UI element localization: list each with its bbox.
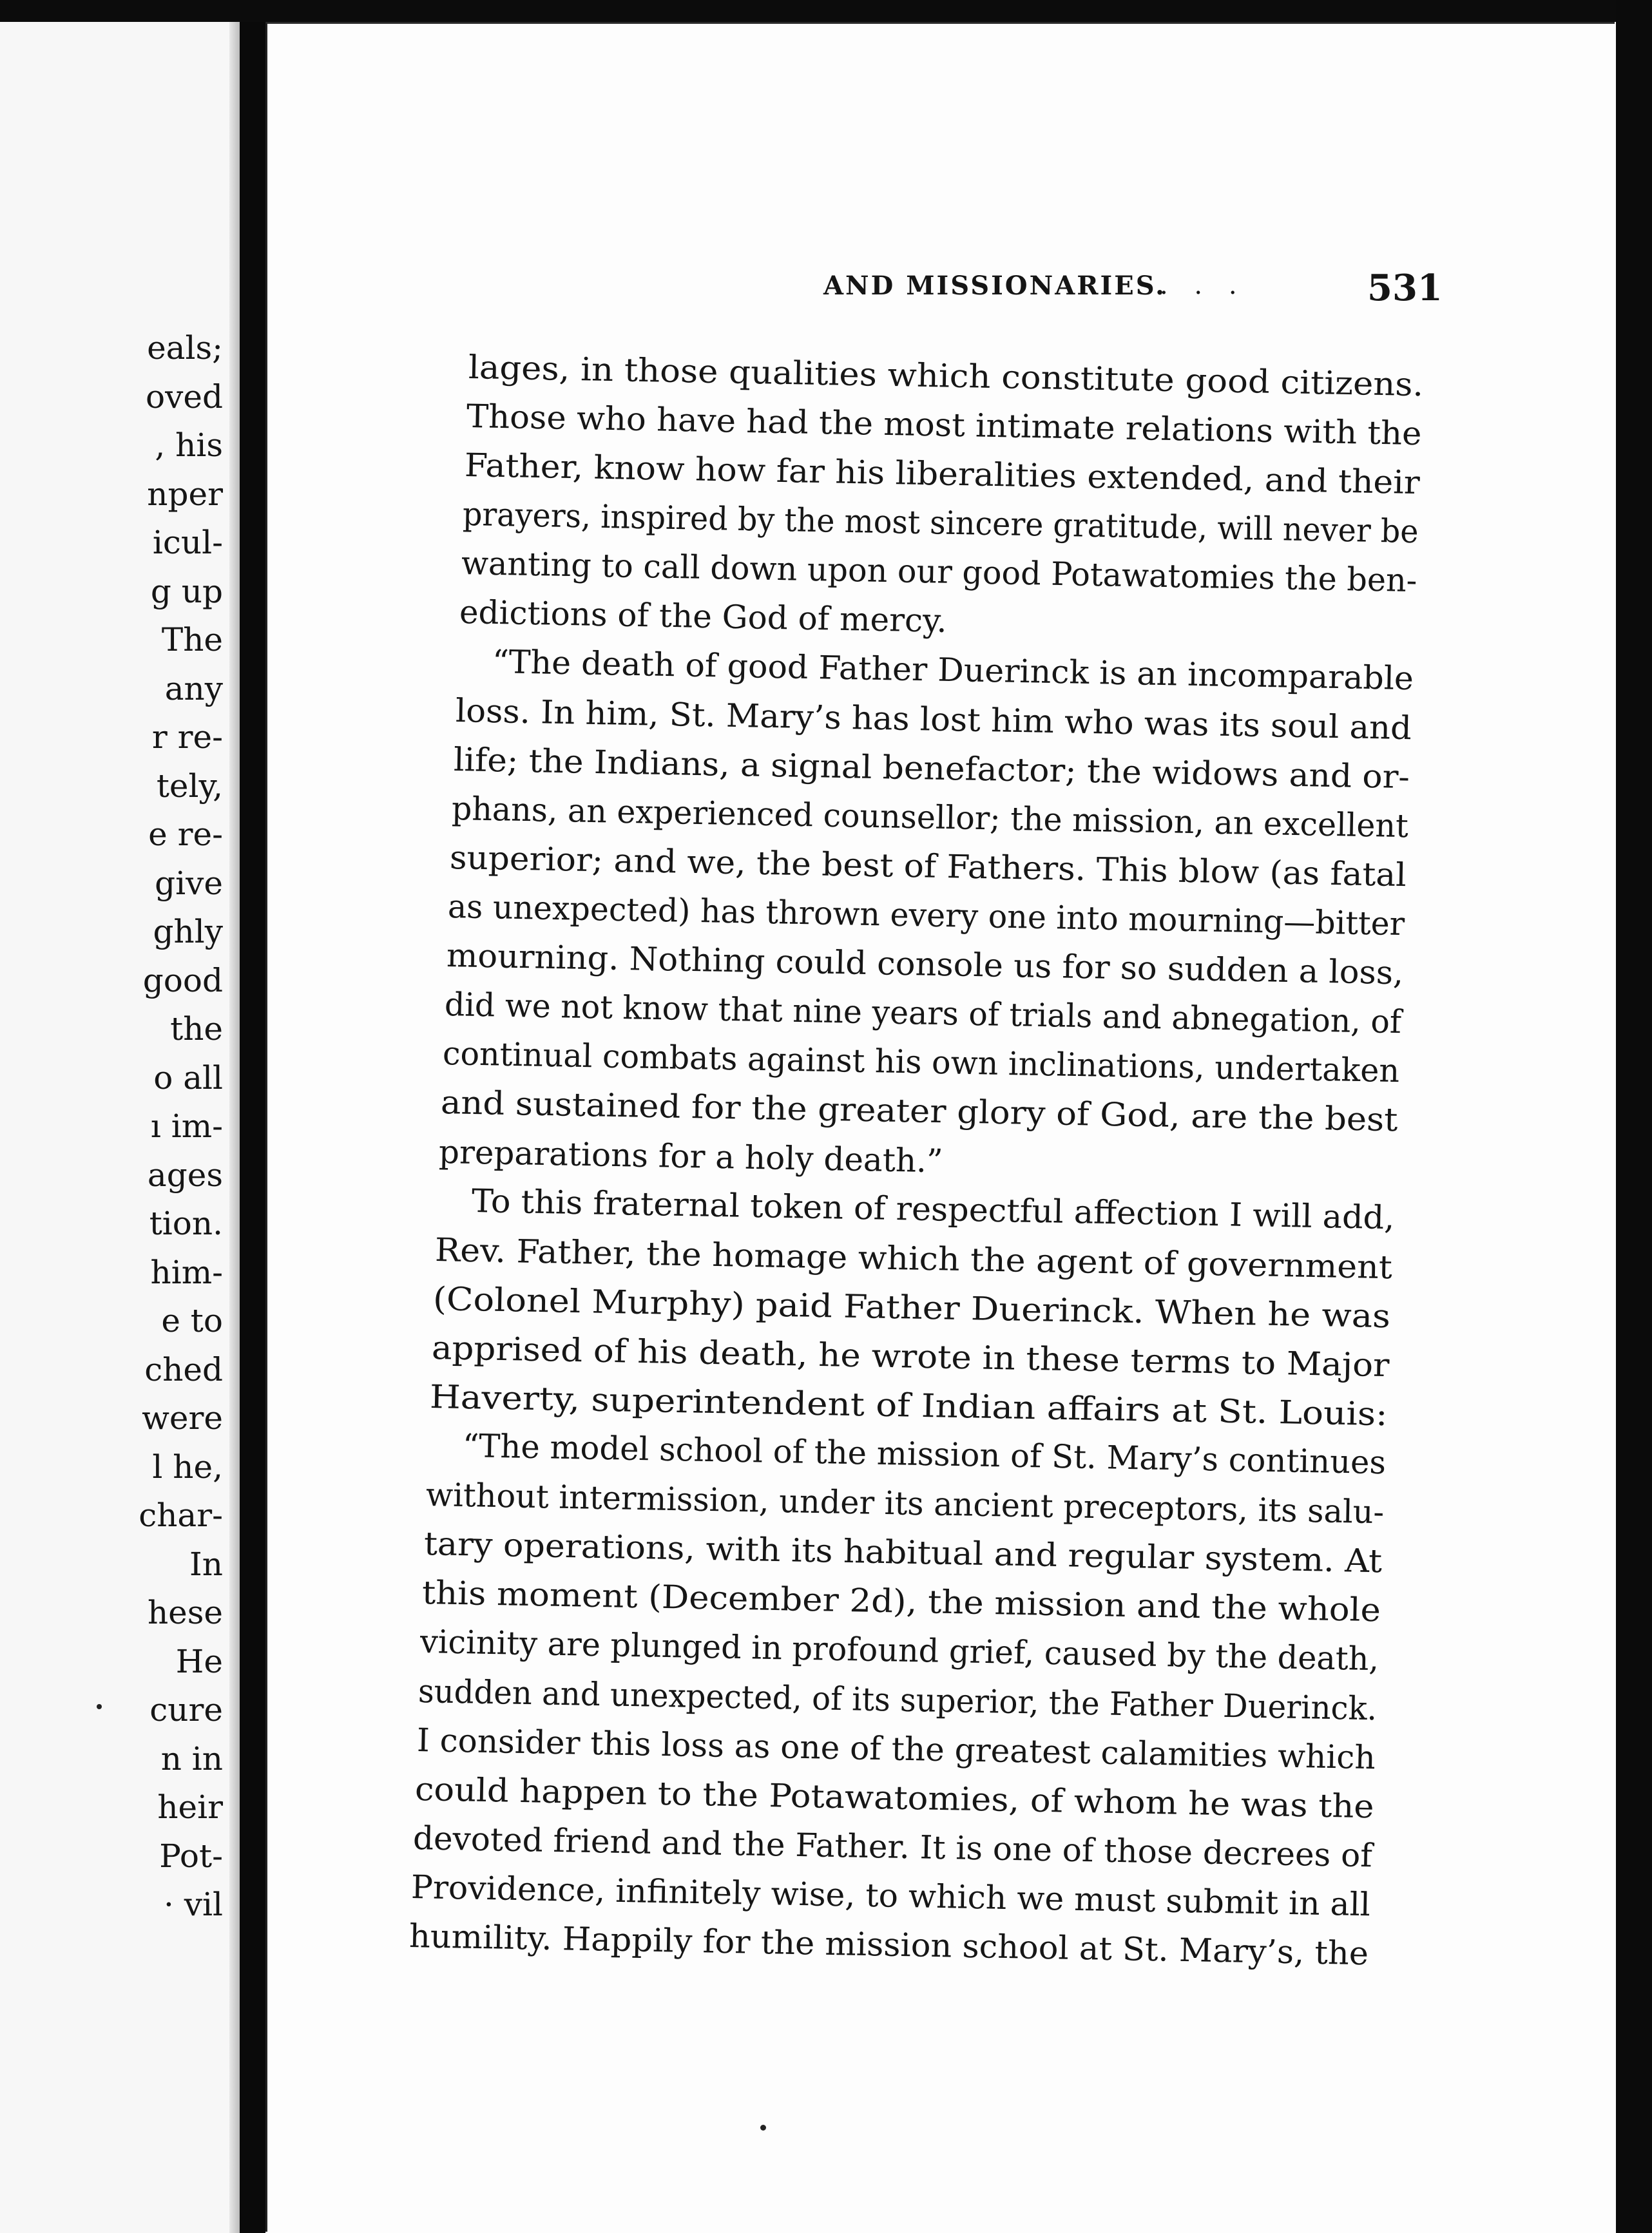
- body-line: Rev. Father, the homage which the agent of government: [434, 1231, 1393, 1286]
- left-page-line: The: [161, 621, 223, 658]
- left-page-line: tion.: [149, 1205, 223, 1242]
- left-page-line: r re-: [151, 718, 223, 756]
- left-page-line: l he,: [152, 1448, 223, 1486]
- body-line: I consider this loss as one of the greatest calamities which: [416, 1721, 1376, 1776]
- left-page-line: ages: [147, 1156, 223, 1194]
- body-line: “The death of good Father Duerinck is an incomparable: [492, 642, 1414, 697]
- body-line: edictions of the God of mercy.: [459, 593, 947, 640]
- left-page-line: o all: [153, 1059, 223, 1097]
- left-page-line: char-: [139, 1497, 223, 1534]
- left-page-line: Pot-: [159, 1837, 223, 1875]
- left-page-line: ched: [144, 1350, 223, 1388]
- body-line: preparations for a holy death.”: [438, 1133, 944, 1180]
- left-page-line: any: [164, 669, 223, 707]
- body-line: devoted friend and the Father. It is one of those decrees of: [412, 1819, 1373, 1875]
- left-page-line: hese: [147, 1594, 223, 1631]
- left-page-line: nper: [147, 475, 223, 513]
- body-line: Father, know how far his liberalities extended, and their: [464, 446, 1421, 502]
- body-line: To this fraternal token of respectful affection I will add,: [471, 1182, 1395, 1236]
- left-page-line: , his: [155, 426, 223, 464]
- print-speck: [760, 2125, 766, 2131]
- body-line: loss. In him, St. Mary’s has lost him who was its soul and: [455, 691, 1412, 747]
- left-page-line: him-: [150, 1253, 223, 1291]
- left-page-line: · vil: [163, 1886, 223, 1923]
- body-line: (Colonel Murphy) paid Father Duerinck. When he was: [432, 1279, 1391, 1336]
- body-line: could happen to the Potawatomies, of whom he was the: [414, 1770, 1374, 1825]
- body-line: mourning. Nothing could console us for so sudden a loss,: [445, 937, 1404, 992]
- body-line: this moment (December 2d), the mission and the whole: [421, 1574, 1381, 1629]
- body-line: lages, in those qualities which constitute good citizens.: [468, 349, 1424, 404]
- left-page-line: e re-: [148, 816, 223, 853]
- page-number: 531: [1367, 267, 1443, 309]
- left-page-line: the: [170, 1010, 223, 1048]
- left-page-line: oved: [146, 378, 223, 416]
- left-page-line: In: [189, 1545, 223, 1583]
- running-head-dots: . . .: [1160, 271, 1246, 300]
- body-line: and sustained for the greater glory of God, are the best: [440, 1084, 1398, 1139]
- body-line: wanting to call down upon our good Potawatomies the ben-: [460, 544, 1417, 600]
- body-line: did we not know that nine years of trials and abnegation, of: [444, 986, 1402, 1041]
- left-page-line: heir: [157, 1788, 223, 1826]
- left-page-line: ghly: [153, 913, 223, 950]
- body-line: without intermission, under its ancient preceptors, its salu-: [425, 1476, 1385, 1531]
- left-page-line: icul-: [152, 524, 223, 561]
- body-line: as unexpected) has thrown every one into mourning—bitter: [447, 888, 1405, 943]
- body-line: sudden and unexpected, of its superior, the Father Duerinck.: [418, 1672, 1378, 1727]
- body-line: “The model school of the mission of St. Mary’s continues: [462, 1427, 1387, 1482]
- left-page-line: He: [175, 1642, 223, 1680]
- body-line: prayers, inspired by the most sincere gratitude, will never be: [462, 495, 1419, 551]
- left-page-line: g up: [150, 572, 223, 610]
- body-line: life; the Indians, a signal benefactor; the widows and or-: [453, 740, 1410, 796]
- body-line: apprised of his death, he wrote in these terms to Major: [430, 1328, 1390, 1385]
- left-page-line: eals;: [147, 329, 223, 367]
- body-line: humility. Happily for the mission school at St. Mary’s, the: [408, 1917, 1369, 1973]
- left-page-line: cure: [149, 1691, 223, 1729]
- left-page-line: tely,: [156, 767, 223, 805]
- body-line: Those who have had the most intimate relations with the: [466, 398, 1423, 453]
- body-line: phans, an experienced counsellor; the mission, an excellent: [451, 789, 1409, 845]
- running-head: AND MISSIONARIES.: [823, 271, 1167, 301]
- left-page-line: n in: [160, 1739, 223, 1778]
- body-line: superior; and we, the best of Fathers. This blow (as fatal: [449, 838, 1407, 894]
- left-page-line: e to: [161, 1302, 223, 1339]
- print-speck: [97, 1704, 102, 1709]
- left-page-line: give: [155, 864, 223, 902]
- left-page-line: were: [142, 1399, 223, 1437]
- body-line: Providence, infinitely wise, to which we must submit in all: [410, 1868, 1371, 1924]
- left-page-line: ı im-: [150, 1107, 223, 1145]
- body-line: tary operations, with its habitual and regular system. At: [423, 1525, 1383, 1580]
- body-line: continual combats against his own inclinations, undertaken: [442, 1035, 1400, 1090]
- left-page-line: good: [142, 961, 223, 999]
- body-line: Haverty, superintendent of Indian affairs at St. Louis:: [429, 1377, 1388, 1433]
- body-line: vicinity are plunged in profound grief, caused by the death,: [419, 1623, 1379, 1678]
